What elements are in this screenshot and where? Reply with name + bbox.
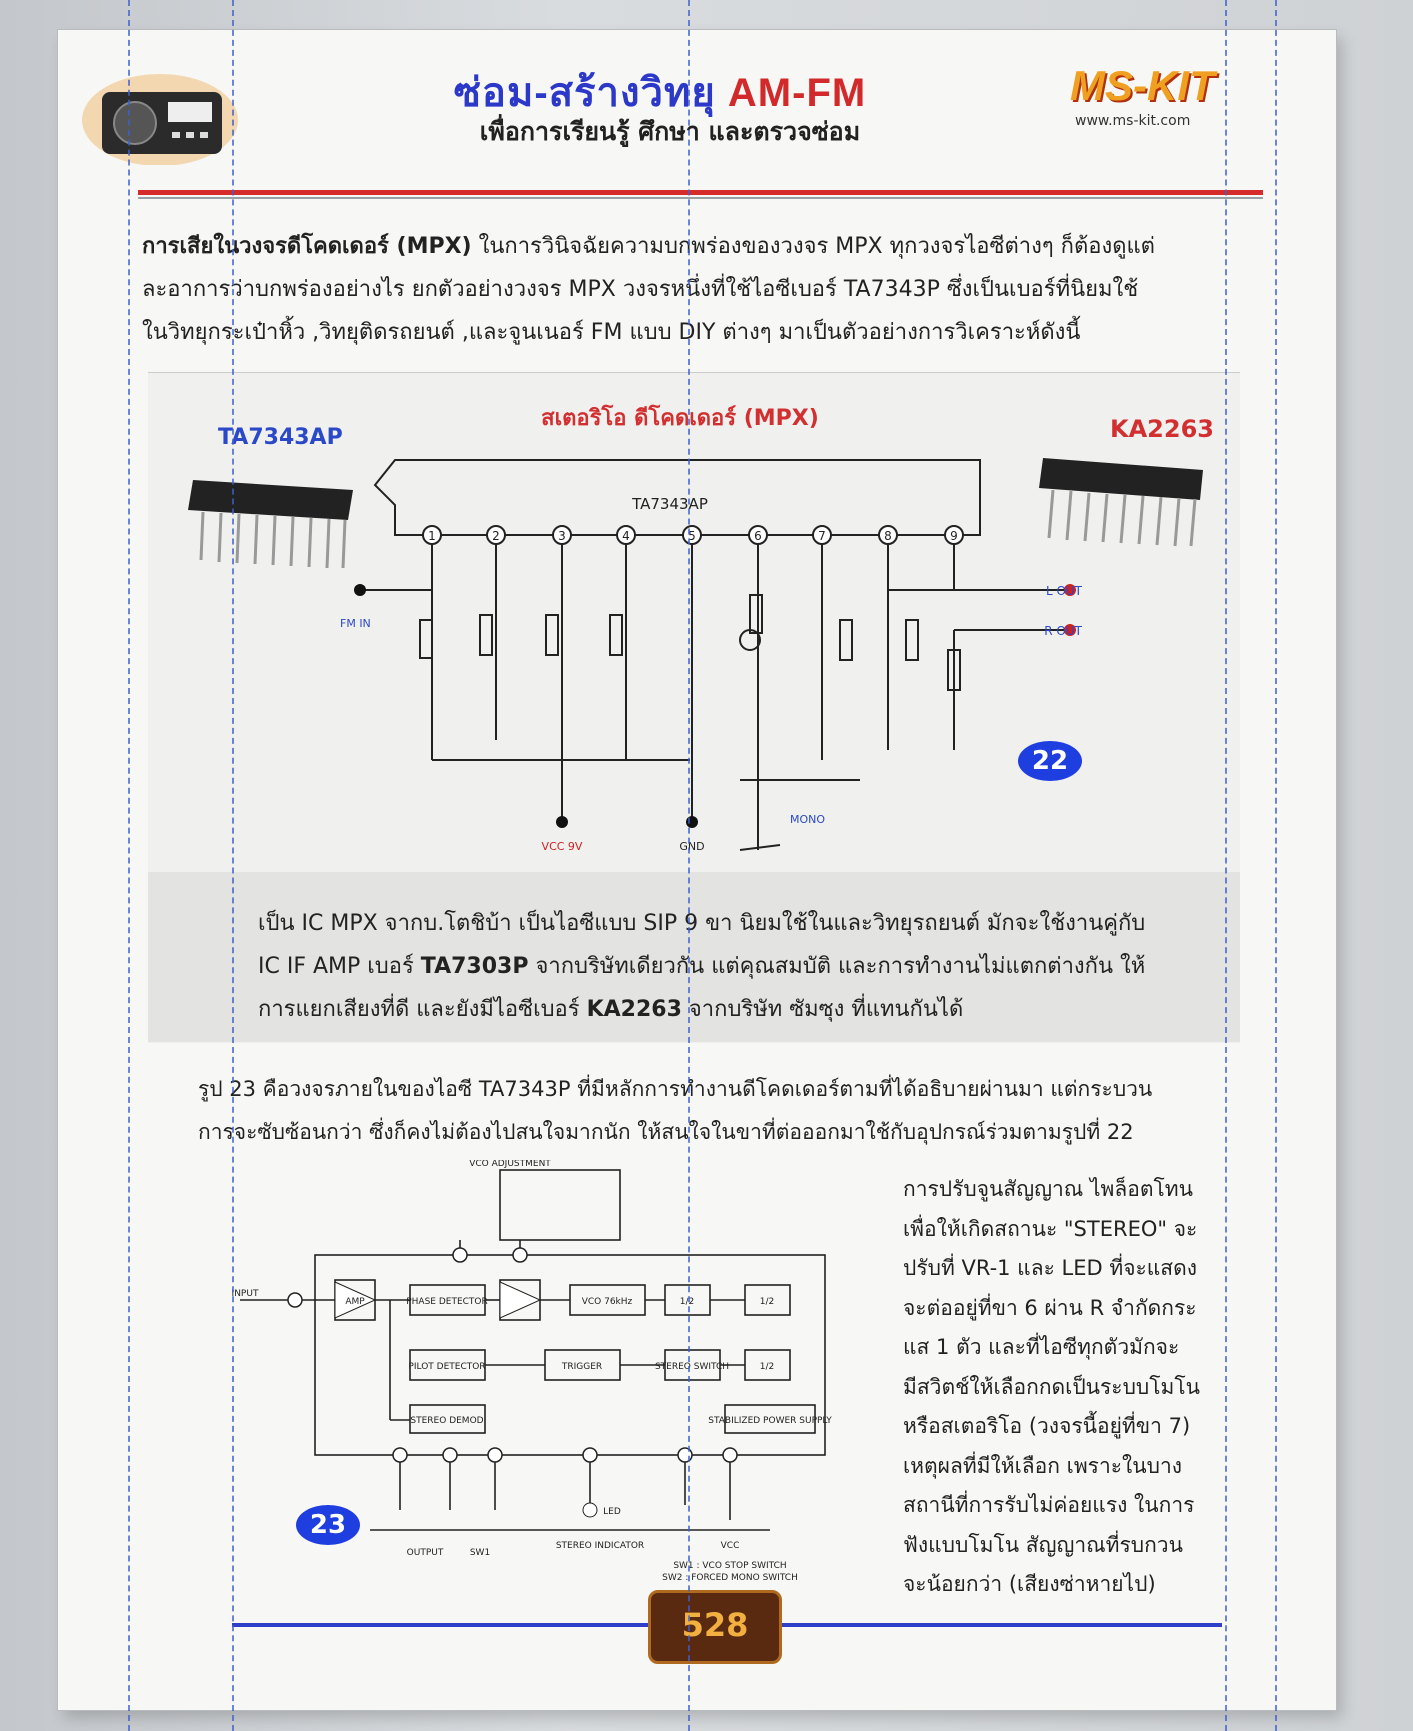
ms-kit-logo: MS-KIT: [1070, 62, 1215, 109]
pin-5: 5: [688, 529, 696, 543]
layout-guide[interactable]: [128, 0, 130, 1731]
pilot-detector-block: PILOT DETECTOR: [408, 1362, 486, 1372]
sw1-label: SW1: [469, 1548, 491, 1558]
side-line: มีสวิตช์ให้เลือกกดเป็นระบบโมโน: [903, 1374, 1201, 1399]
legend-sw1: SW1 : VCO STOP SWITCH: [673, 1561, 787, 1571]
layout-guide[interactable]: [1275, 0, 1277, 1731]
side-line: ฟังแบบโมโน สัญญาณที่รบกวน: [903, 1532, 1183, 1557]
figure-badge-23: 23: [296, 1505, 360, 1545]
para2-line2: การจะซับซ้อนกว่า ซึ่งก็คงไม่ต้องไปสนใจมากนัก ให้สนใจในขาที่ต่อออกมาใช้กับอุปกรณ์ร่วมตามรูปที่ 22: [198, 1120, 1134, 1144]
header-rule: [138, 190, 1263, 195]
divider-block-1: 1/2: [679, 1297, 695, 1307]
mpx-schematic: [320, 450, 1090, 870]
intro-line3: ในวิทยุกระเป๋าหิ้ว ,วิทยุติดรถยนต์ ,และจูนเนอร์ FM แบบ DIY ต่างๆ มาเป็นตัวอย่างการวิเคราะห์ดังนี้: [142, 320, 1081, 345]
l-out-label: L OUT: [1045, 584, 1082, 598]
power-supply-block: STABILIZED POWER SUPPLY: [708, 1416, 832, 1426]
stereo-switch-block: STEREO SWITCH: [654, 1362, 730, 1372]
vco-adjust-label: VCO ADJUSTMENT: [469, 1160, 551, 1169]
mono-label: MONO: [790, 813, 826, 826]
r-out-label: R OUT: [1044, 624, 1082, 638]
amp-block: AMP: [345, 1297, 365, 1307]
side-line: แส 1 ตัว และที่ไอซีทุกตัวมักจะ: [903, 1335, 1180, 1359]
stereo-demod-block: STEREO DEMOD: [410, 1416, 484, 1426]
diagram-title: สเตอริโอ ดีโคดเดอร์ (MPX): [541, 406, 819, 431]
pin-1: 1: [428, 529, 436, 543]
intro-line2: ละอาการว่าบกพร่องอย่างไร ยกตัวอย่างวงจร MPX วงจรหนึ่งที่ใช้ไอซีเบอร์ TA7343P ซึ่งเป็นเบอร์ที่นิยมใช้: [142, 277, 1139, 302]
side-line: จะน้อยกว่า (เสียงซ่าหายไป): [903, 1572, 1156, 1596]
page-logo: 528: [648, 1590, 782, 1664]
side-line: การปรับจูนสัญญาณ ไพล็อตโทน: [903, 1177, 1193, 1201]
stereo-indicator-label: STEREO INDICATOR: [555, 1541, 645, 1551]
document-title: ซ่อม-สร้างวิทยุ AM-FM: [453, 71, 867, 115]
fm-in-label: FM IN: [340, 617, 371, 630]
logo-url: www.ms-kit.com: [1075, 113, 1191, 129]
divider-block-3: 1/2: [759, 1362, 775, 1372]
pin-4: 4: [622, 529, 630, 543]
pin-3: 3: [558, 529, 566, 543]
side-paragraph: [903, 1170, 1238, 1605]
side-line: ปรับที่ VR-1 และ LED ที่จะแสดง: [903, 1256, 1198, 1280]
header-rule-shadow: [138, 197, 1263, 199]
vco-block: VCO 76kHz: [581, 1297, 633, 1307]
document-subtitle: เพื่อการเรียนรู้ ศึกษา และตรวจซ่อม: [479, 117, 861, 146]
divider-block-2: 1/2: [759, 1297, 775, 1307]
layout-guide[interactable]: [1225, 0, 1227, 1731]
note-text: [258, 902, 1218, 1031]
side-line: สถานีที่การรับไม่ค่อยแรง ในการ: [903, 1493, 1195, 1517]
output-label: OUTPUT: [406, 1548, 444, 1558]
pin-9: 9: [950, 529, 958, 543]
note-line2: IC IF AMP เบอร์ TA7303P จากบริษัทเดียวกัน แต่คุณสมบัติ และการทำงานไม่แตกต่างกัน ให้: [258, 954, 1146, 979]
para2-line1: รูป 23 คือวงจรภายในของไอซี TA7343P ที่มีหลักการทำงานดีโคดเดอร์ตามที่ได้อธิบายผ่านมา แต่กระบวน: [198, 1077, 1153, 1101]
ic-label: TA7343AP: [632, 495, 708, 513]
pin-6: 6: [754, 529, 762, 543]
chip-left-label: TA7343AP: [218, 425, 343, 450]
side-line: เพื่อให้เกิดสถานะ "STEREO" จะ: [903, 1216, 1198, 1241]
input-label: INPUT: [231, 1289, 259, 1299]
vcc2-label: VCC: [720, 1541, 740, 1551]
pin-2: 2: [492, 529, 500, 543]
figure-badge-22: 22: [1018, 741, 1082, 781]
chip-right-label: KA2263: [1110, 415, 1214, 443]
note-line3: การแยกเสียงที่ดี และยังมีไอซีเบอร์ KA2263 จากบริษัท ซัมซุง ที่แทนกันได้: [258, 997, 964, 1022]
phase-detector-block: PHASE DETECTOR: [406, 1297, 488, 1307]
side-line: หรือสเตอริโอ (วงจรนี้อยู่ที่ขา 7): [903, 1414, 1191, 1438]
note-line1: เป็น IC MPX จากบ.โตชิบ้า เป็นไอซีแบบ SIP 9 ขา นิยมใช้ในและวิทยุรถยนต์ มักจะใช้งานคู่กับ: [258, 911, 1146, 936]
vcc-label: VCC 9V: [541, 840, 583, 853]
intro-line1: ในการวินิจฉัยความบกพร่องของวงจร MPX ทุกวงจรไอซีต่างๆ ก็ต้องดูแต่: [471, 234, 1155, 259]
radio-illustration: [80, 50, 240, 165]
layout-guide[interactable]: [688, 0, 690, 1731]
gnd-label: GND: [679, 840, 705, 853]
layout-guide[interactable]: [232, 0, 234, 1731]
second-paragraph: [198, 1068, 1248, 1154]
side-line: เหตุผลที่มีให้เลือก เพราะในบาง: [903, 1453, 1183, 1478]
trigger-block: TRIGGER: [561, 1362, 603, 1372]
legend-sw2: SW2 : FORCED MONO SWITCH: [662, 1573, 798, 1580]
intro-lead: การเสียในวงจรดีโคดเดอร์ (MPX): [142, 234, 472, 259]
pin-7: 7: [818, 529, 826, 543]
led-label: LED: [603, 1507, 621, 1517]
side-line: จะต่ออยู่ที่ขา 6 ผ่าน R จำกัดกระ: [903, 1295, 1197, 1320]
intro-paragraph: [142, 225, 1272, 354]
pin-8: 8: [884, 529, 892, 543]
